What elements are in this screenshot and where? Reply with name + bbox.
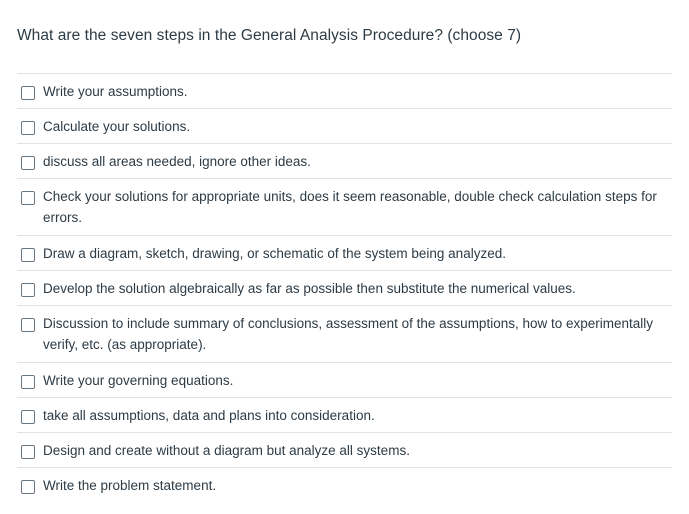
checkbox[interactable] <box>21 445 35 459</box>
checkbox[interactable] <box>21 121 35 135</box>
answer-option-8[interactable] <box>17 363 672 398</box>
answer-label[interactable]: Develop the solution algebraically as far as possible then substitute the numerical values. <box>43 281 576 296</box>
answer-option-1[interactable] <box>17 74 672 109</box>
checkbox[interactable] <box>21 283 35 297</box>
answer-option-2[interactable] <box>17 109 672 144</box>
answer-option-7[interactable] <box>17 306 672 363</box>
answer-option-3[interactable] <box>17 144 672 179</box>
answer-label[interactable]: Design and create without a diagram but analyze all systems. <box>43 443 410 458</box>
answer-option-5[interactable] <box>17 236 672 271</box>
answer-label[interactable]: Write the problem statement. <box>43 478 217 493</box>
checkbox[interactable] <box>21 410 35 424</box>
question-text: What are the seven steps in the General Analysis Procedure? (choose 7) <box>17 27 522 44</box>
answer-option-4[interactable] <box>17 179 672 236</box>
answer-label[interactable]: discuss all areas needed, ignore other ideas. <box>43 154 311 169</box>
checkbox[interactable] <box>21 86 35 100</box>
answer-label[interactable]: Write your assumptions. <box>43 84 188 99</box>
answer-label[interactable]: Draw a diagram, sketch, drawing, or schematic of the system being analyzed. <box>43 246 506 261</box>
answer-list <box>17 73 672 503</box>
answer-label[interactable]: Discussion to include summary of conclusions, assessment of the assumptions, how to experimentally verify, etc. (as appropriate). <box>43 316 654 352</box>
checkbox[interactable] <box>21 318 35 332</box>
checkbox[interactable] <box>21 375 35 389</box>
answer-option-11[interactable] <box>17 468 672 503</box>
answer-label[interactable]: Check your solutions for appropriate units, does it seem reasonable, double check calculation steps for errors. <box>43 189 657 225</box>
answer-option-9[interactable] <box>17 398 672 433</box>
checkbox[interactable] <box>21 156 35 170</box>
answer-option-10[interactable] <box>17 433 672 468</box>
checkbox[interactable] <box>21 191 35 205</box>
answer-label[interactable]: take all assumptions, data and plans into consideration. <box>43 408 375 423</box>
answer-option-6[interactable] <box>17 271 672 306</box>
checkbox[interactable] <box>21 480 35 494</box>
answer-label[interactable]: Calculate your solutions. <box>43 119 191 134</box>
answer-label[interactable]: Write your governing equations. <box>43 373 234 388</box>
checkbox[interactable] <box>21 248 35 262</box>
